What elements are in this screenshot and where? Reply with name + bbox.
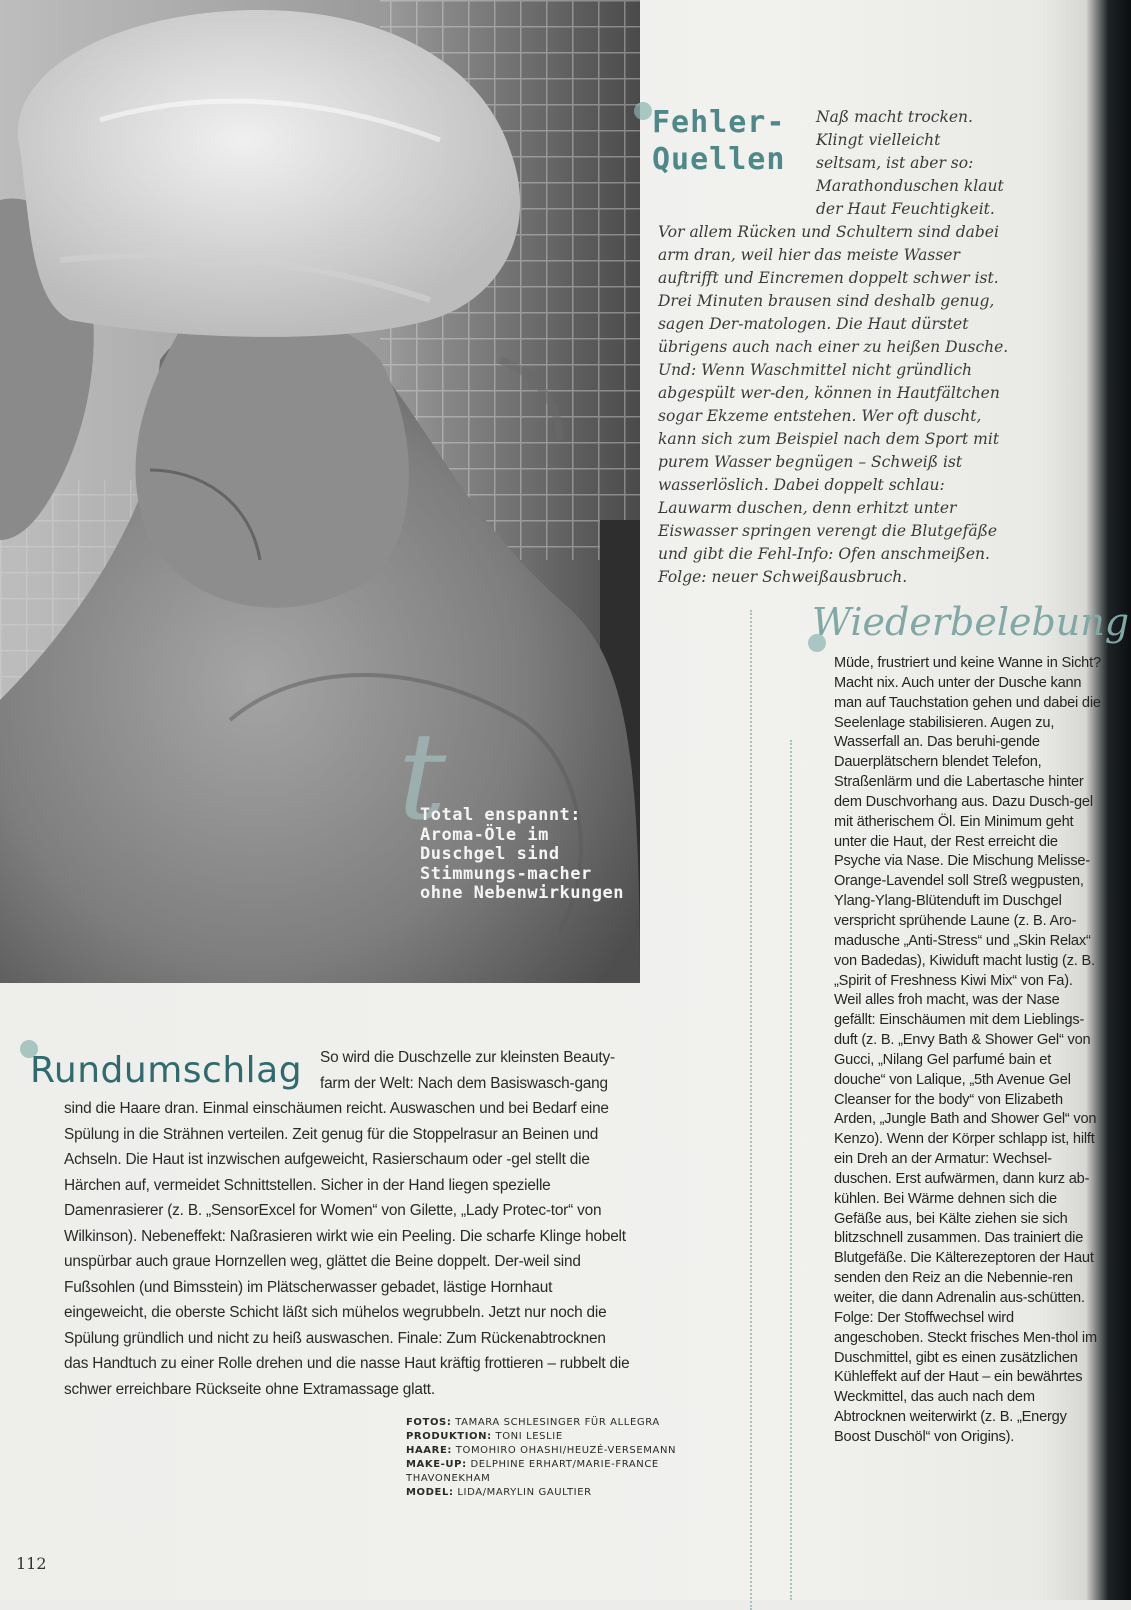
caption-initial: t	[398, 708, 447, 847]
rundumschlag-title: Rundumschlag	[30, 1050, 303, 1091]
divider-line	[750, 610, 752, 1610]
photo-credits	[406, 1416, 706, 1500]
credit-row: MAKE-UP: DELPHINE ERHART/MARIE-FRANCE THAVONEKHAM	[406, 1459, 659, 1484]
accent-dot	[634, 102, 652, 120]
fehlerquellen-body: Naß macht trocken. Klingt vielleicht seltsam, ist aber so: Marathonduschen klaut der Haut Feuchtigkeit. Vor allem Rücken und Schultern sind dabei arm dran, weil hier das meiste Wasser auftrifft und Eincremen doppelt schwer ist. Drei Minuten brausen sind deshalb genug, sagen Der-matologen. Die Haut dürstet übrigens auch nach einer zu heißen Dusche. Und: Wenn Waschmittel nicht gründlich abgespült wer-den, können in Hautfältchen sogar Ekzeme entstehen. Wer oft duscht, kann sich zum Beispiel nach dem Sport mit purem Wasser begnügen – Schweiß ist wasserlöslich. Dabei doppelt schlau: Lauwarm duschen, denn erhitzt unter Eiswasser springen verengt die Blutgefäße und gibt die Fehl-Info: Ofen anschmeißen. Folge: neuer Schweißausbruch.	[658, 108, 1009, 586]
wiederbelebung-body: Müde, frustriert und keine Wanne in Sicht? Macht nix. Auch unter der Dusche kann man auf Tauchstation gehen und dabei die Seelenlage stabilisieren. Augen zu, Wasserfall an. Das beruhi-gende Dauerplätschern blendet Telefon, Straßenlärm und die Labertasche hinter dem Duschvorhang aus. Dazu Dusch-gel mit ätherischem Öl. Ein Minimum geht unter die Haut, der Rest erreicht die Psyche via Nase. Die Mischung Melisse-Orange-Lavendel soll Streß wegpusten, Ylang-Ylang-Blütenduft im Duschgel verspricht sprühende Laune (z. B. Aro-madusche „Anti-Stress“ und „Skin Relax“ von Badedas), Kiwiduft macht lustig (z. B. „Spirit of Freshness Kiwi Mix“ von Fa). Weil alles froh macht, was der Nase gefällt: Einschäumen mit dem Lieblings-duft (z. B. „Envy Bath & Shower Gel“ von Gucci, „Nilang Gel parfumé bain et douche“ von Lalique, „5th Avenue Gel Cleanser for the body“ von Elizabeth Arden, „Jungle Bath and Shower Gel“ von Kenzo). Wenn der Körper schlapp ist, hilft ein Dreh an der Armatur: Wechsel-duschen. Erst aufwärmen, dann kurz ab-kühlen. Bei Wärme dehnen sich die Gefäße aus, bei Kälte ziehen sie sich blitzschnell zusammen. Das trainiert die Blutgefäße. Die Kälterezeptoren der Haut senden den Reiz an die Nebennie-ren weiter, die dann Adrenalin aus-schütten. Folge: Der Stoffwechsel wird angeschoben. Steckt frisches Men-thol im Duschmittel, gibt es einen zusätzlichen Kühleffekt auf der Haut – ein bewährtes Weckmittel, das auch nach dem Abtrocknen weiterwirkt (z. B. „Energy Boost Duschöl“ von Origins).	[834, 655, 1101, 1445]
rundumschlag-body-block	[64, 1045, 634, 1402]
wiederbelebung-title: Wiederbelebung	[812, 600, 1130, 644]
fehlerquellen-title-line1: Fehler-	[652, 105, 786, 140]
credit-row: FOTOS: TAMARA SCHLESINGER FÜR ALLEGRA	[406, 1417, 660, 1428]
credit-row: MODEL: LIDA/MARYLIN GAULTIER	[406, 1487, 592, 1498]
fehlerquellen-title-line2: Quellen	[652, 142, 786, 177]
fehlerquellen-body-block	[658, 106, 1010, 589]
credit-row: PRODUKTION: TONI LESLIE	[406, 1431, 563, 1442]
page-number: 112	[16, 1554, 47, 1573]
photo-caption: Total enspannt: Aroma-Öle im Duschgel sind Stimmungs-macher ohne Nebenwirkungen	[420, 805, 624, 903]
credit-row: HAARE: TOMOHIRO OHASHI/HEUZÉ-VERSEMANN	[406, 1445, 677, 1456]
rundumschlag-body: So wird die Duschzelle zur kleinsten Beauty-farm der Welt: Nach dem Basiswasch-gang sind die Haare dran. Einmal einschäumen reicht. Auswaschen und bei Bedarf eine Spülung in die Strähnen verteilen. Zeit genug für die Stoppelrasur an Beinen und Achseln. Die Haut ist inzwischen aufgeweicht, Rasierschaum oder -gel stellt die Härchen auf, vermeidet Schnittstellen. Sicher in der Hand liegen spezielle Damenrasierer (z. B. „SensorExcel for Women“ von Gilette, „Lady Protec-tor“ von Wilkinson). Nebeneffekt: Naßrasieren wirkt wie ein Peeling. Die scharfe Klinge hobelt unspürbar auch graue Hornzellen weg, glättet die Beine doppelt. Der-weil sind Fußsohlen (und Bimsstein) im Plätscherwasser gebadet, lästige Hornhaut eingeweicht, die oberste Schicht läßt sich mühelos wegrubbeln. Jetzt nur noch die Spülung gründlich und nicht zu heiß auswaschen. Finale: Zum Rückenabtrocknen das Handtuch zu einer Rolle drehen und die nasse Haut kräftig frottieren – rubbelt die schwer erreichbare Rückseite ohne Extramassage glatt.	[64, 1049, 630, 1398]
divider-line	[790, 740, 792, 1600]
